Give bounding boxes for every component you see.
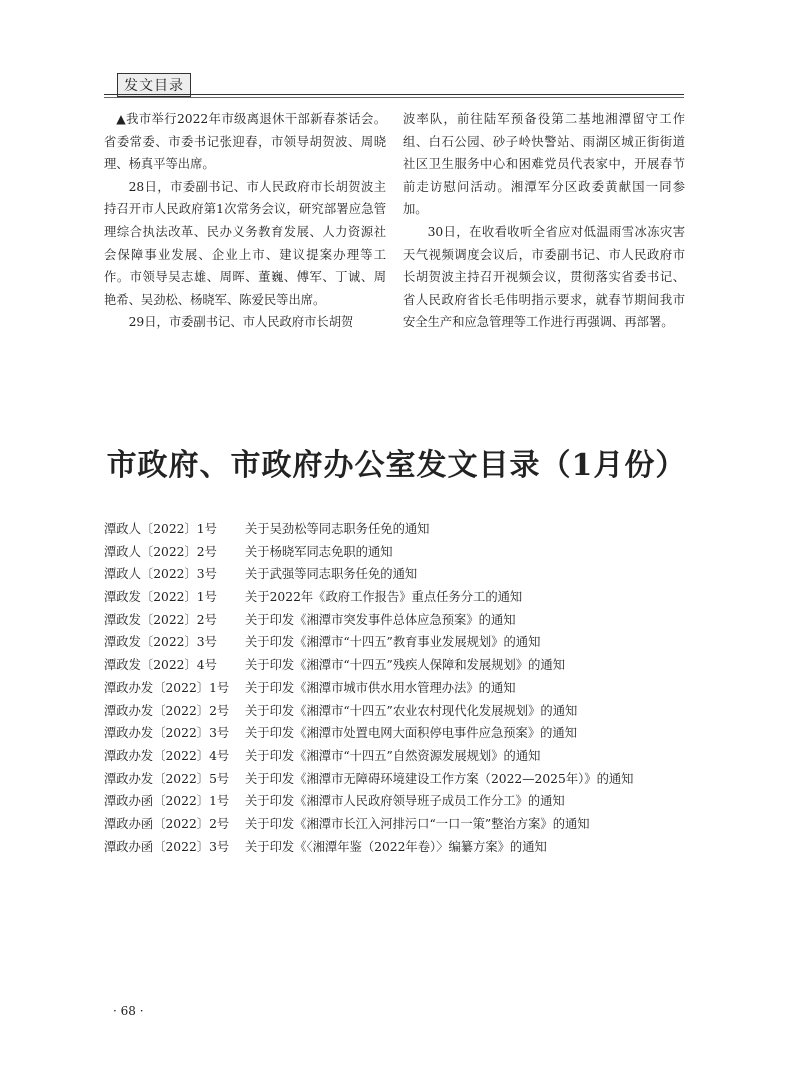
- document-number: 潭政发〔2022〕3号: [104, 635, 217, 650]
- document-row: [104, 586, 704, 609]
- document-title: 关于印发《湘潭市长江入河排污口“一口一策”整治方案》的通知: [245, 816, 590, 831]
- document-row: [104, 836, 704, 859]
- document-row: [104, 631, 704, 654]
- document-number: 潭政办发〔2022〕1号: [104, 680, 230, 695]
- document-row: [104, 722, 704, 745]
- document-number: 潭政发〔2022〕2号: [104, 612, 217, 627]
- paragraph: 28日，市委副书记、市人民政府市长胡贺波主持召开市人民政府第1次常务会议，研究部署应急管理综合执法改革、民办义务教育发展、人力资源社会保障事业发展、企业上市、建议提案办理等工作。市领导吴志雄、周晖、董巍、傅军、丁诚、周艳希、吴劲松、杨晓军、陈爱民等出席。: [104, 179, 386, 307]
- document-title: 关于武强等同志职务任免的通知: [245, 567, 418, 582]
- document-row: [104, 700, 704, 723]
- document-title: 关于杨晓军同志免职的通知: [245, 544, 393, 559]
- document-number: 潭政人〔2022〕3号: [104, 567, 217, 582]
- paragraph: 29日，市委副书记、市人民政府市长胡贺: [128, 315, 354, 330]
- document-title: 关于印发《湘潭市无障碍环境建设工作方案（2022—2025年）》的通知: [245, 771, 634, 786]
- document-row: [104, 563, 704, 586]
- header-divider-thin: [104, 97, 684, 98]
- document-number: 潭政办函〔2022〕2号: [104, 816, 230, 831]
- paragraph: 30日，在收看收听全省应对低温雨雪冰冻灾害天气视频调度会议后，市委副书记、市人民政府市长胡贺波主持召开视频会议，贯彻落实省委书记、省人民政府省长毛伟明指示要求，就春节期间我市安全生产和应急管理等工作进行再强调、再部署。: [403, 224, 685, 330]
- document-list: [104, 518, 704, 858]
- header-divider: [104, 94, 684, 95]
- document-title: 关于印发《湘潭市“十四五”残疾人保障和发展规划》的通知: [245, 658, 565, 673]
- document-row: [104, 677, 704, 700]
- document-row: [104, 768, 704, 791]
- left-text-column: [104, 108, 386, 334]
- document-row: [104, 813, 704, 836]
- document-row: [104, 609, 704, 632]
- document-row: [104, 654, 704, 677]
- paragraph: ▲我市举行2022年市级离退休干部新春茶话会。省委常委、市委书记张迎春，市领导胡贺波、周晓理、杨真平等出席。: [104, 112, 386, 172]
- document-number: 潭政办函〔2022〕1号: [104, 794, 230, 809]
- document-number: 潭政发〔2022〕4号: [104, 658, 217, 673]
- document-number: 潭政办发〔2022〕5号: [104, 771, 230, 786]
- document-title: 关于2022年《政府工作报告》重点任务分工的通知: [245, 590, 523, 605]
- page-number: · 68 ·: [113, 1004, 144, 1018]
- document-title: 关于印发《湘潭市“十四五”农业农村现代化发展规划》的通知: [245, 703, 578, 718]
- document-title: 关于吴劲松等同志职务任免的通知: [245, 522, 430, 536]
- document-number: 潭政办函〔2022〕3号: [104, 839, 230, 854]
- document-title: 关于印发《湘潭市“十四五”自然资源发展规划》的通知: [245, 748, 541, 763]
- document-number: 潭政人〔2022〕2号: [104, 544, 217, 559]
- document-title: 关于印发《湘潭市处置电网大面积停电事件应急预案》的通知: [245, 726, 578, 741]
- document-number: 潭政发〔2022〕1号: [104, 590, 217, 605]
- document-number: 潭政办发〔2022〕3号: [104, 726, 230, 741]
- section-title: 市政府、市政府办公室发文目录（1月份）: [106, 448, 687, 483]
- document-row: [104, 518, 704, 541]
- document-row: [104, 790, 704, 813]
- section-header-label: 发文目录: [117, 73, 191, 97]
- document-number: 潭政办发〔2022〕2号: [104, 703, 230, 718]
- document-title: 关于印发《湘潭市城市供水用水管理办法》的通知: [245, 680, 516, 695]
- document-title: 关于印发《〈湘潭年鉴（2022年卷）〉编纂方案》的通知: [245, 839, 547, 854]
- document-title: 关于印发《湘潭市突发事件总体应急预案》的通知: [245, 612, 516, 627]
- document-title: 关于印发《湘潭市人民政府领导班子成员工作分工》的通知: [245, 794, 565, 809]
- document-row: [104, 541, 704, 564]
- document-title: 关于印发《湘潭市“十四五”教育事业发展规划》的通知: [245, 635, 541, 650]
- document-number: 潭政办发〔2022〕4号: [104, 748, 230, 763]
- document-number: 潭政人〔2022〕1号: [104, 522, 217, 536]
- right-text-column: [403, 108, 685, 334]
- paragraph: 波率队，前往陆军预备役第二基地湘潭留守工作组、白石公园、砂子岭快警站、雨湖区城正街街道社区卫生服务中心和困难党员代表家中，开展春节前走访慰问活动。湘潭军分区政委黄献国一同参加。: [403, 112, 685, 217]
- document-row: [104, 745, 704, 768]
